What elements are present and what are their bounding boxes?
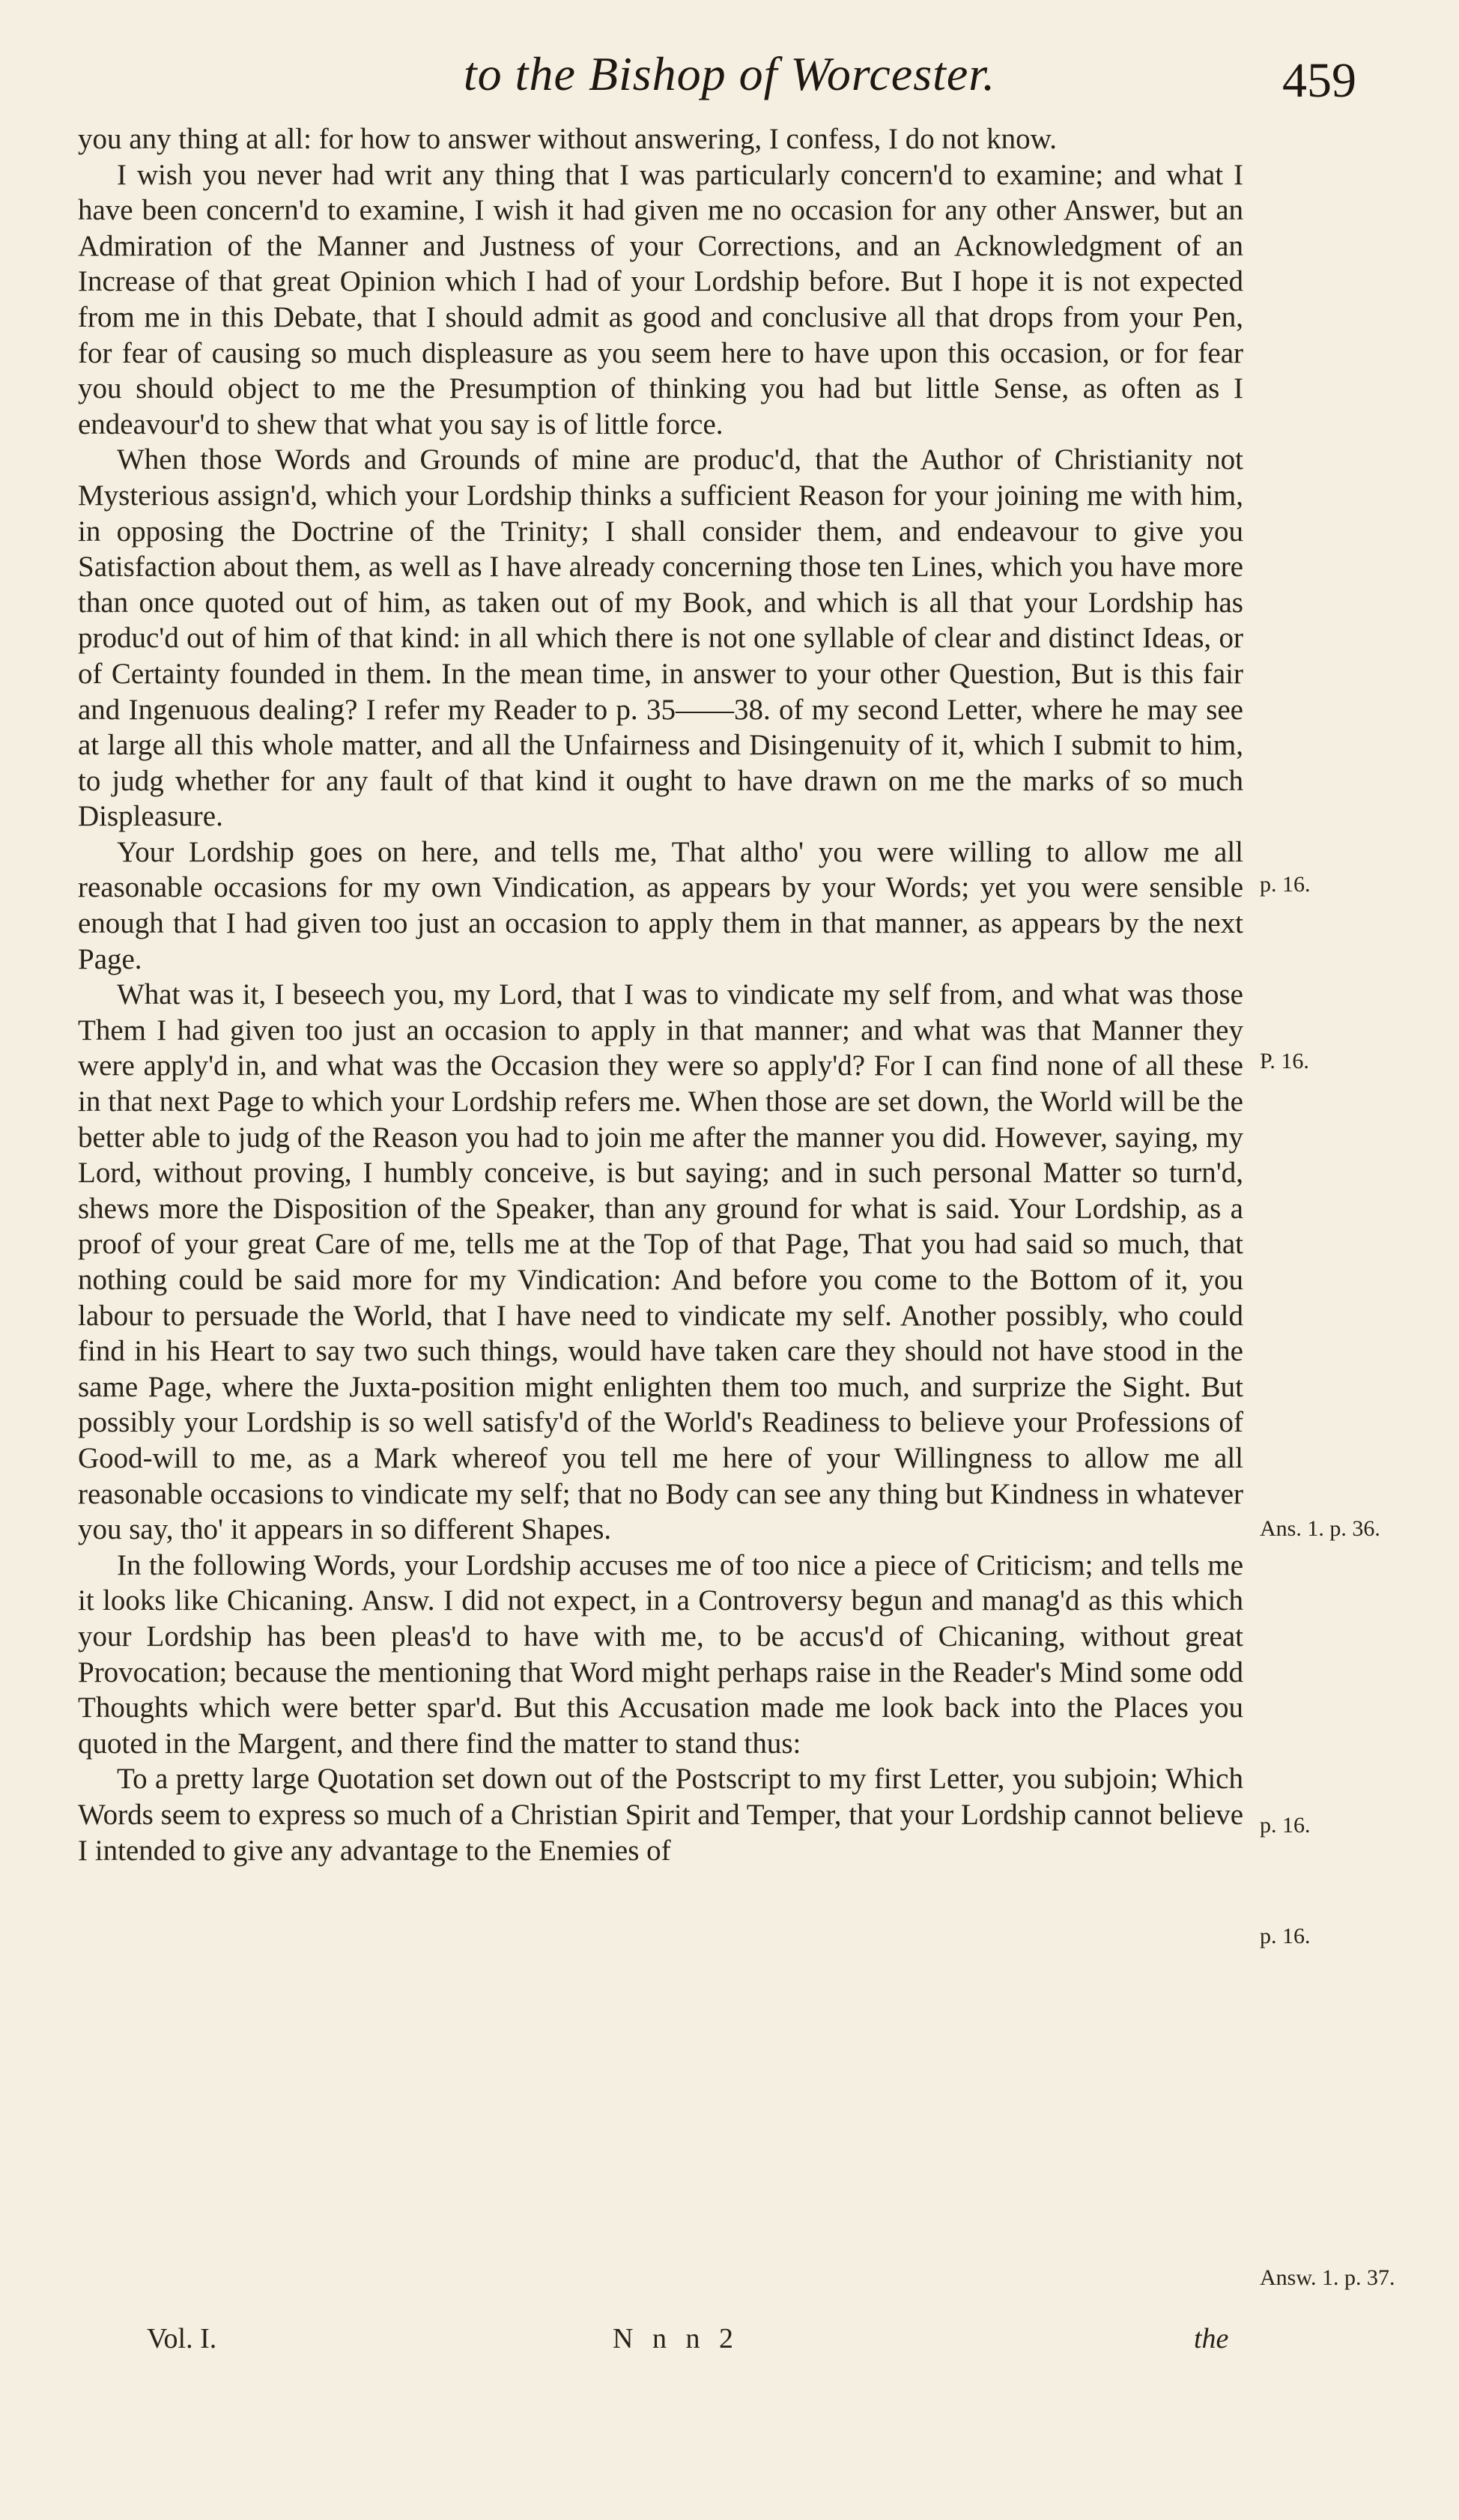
margin-note: Ans. 1. p. 36. [1260,1516,1380,1541]
margin-note: p. 16. [1260,1813,1311,1838]
page-number: 459 [1282,53,1356,108]
paragraph: When those Words and Grounds of mine are produc'd, that the Author of Christianity not Mysterious assign'd, which your Lordship thinks a sufficient Reason for your joining me with him, in opposing the Doctrine of the Trinity; I shall consider them, and endeavour to give you Satisfaction about them, as well as I have already concerning those ten Lines, which you have more than once quoted out of him, as taken out of my Book, and which is all that your Lordship has produc'd out of him of that kind: in all which there is not one syllable of clear and distinct Ideas, or of Certainty founded in them. In the mean time, in answer to your other Question, But is this fair and Ingenuous dealing? I refer my Reader to p. 35——38. of my second Letter, where he may see at large all this whole matter, and all the Unfairness and Disingenuity of it, which I submit to him, to judg whether for any fault of that kind it ought to have drawn on me the marks of so much Displeasure. [78,443,1243,833]
page-footer [0,2322,1459,2367]
volume-label: Vol. I. [147,2323,217,2354]
signature-mark: N n n 2 [613,2323,739,2354]
margin-note: Answ. 1. p. 37. [1260,2265,1395,2290]
margin-note: p. 16. [1260,1924,1311,1948]
paragraph: What was it, I beseech you, my Lord, that I was to vindicate my self from, and what was those Them I had given too just an occasion to apply in that manner; and what was that Manner they were apply'd in, and what was the Occasion they were so apply'd? For I can find none of all these in that next Page to which your Lordship refers me. When those are set down, the World will be the better able to judg of the Reason you had to join me after the manner you did. However, saying, my Lord, without proving, I humbly conceive, is but saying; and in such personal Matter so turn'd, shews more the Disposition of the Speaker, than any ground for what is said. Your Lordship, as a proof of your great Care of me, tells me at the Top of that Page, That you had said so much, that nothing could be said more for my Vindication: And before you come to the Bottom of it, you labour to persuade the World, that I have need to vindicate my self. Another possibly, who could find in his Heart to say two such things, would have taken care they should not have stood in the same Page, where the Juxta-position might enlighten them too much, and surprize the Sight. But possibly your Lordship is so well satisfy'd of the World's Readiness to believe your Professions of Good-will to me, as a Mark whereof you tell me here of your Willingness to allow me all reasonable occasions to vindicate my self; that no Body can see any thing but Kindness in whatever you say, tho' it appears in so different Shapes. [78,978,1243,1546]
paragraph: I wish you never had writ any thing that I was particularly concern'd to examine; and what I have been concern'd to examine, I wish it had given me no occasion for any other Answer, but an Admiration of the Manner and Justness of your Corrections, and an Acknowledgment of an Increase of that great Opinion which I had of your Lordship before. But I hope it is not expected from me in this Debate, that I should admit as good and conclusive all that drops from your Pen, for fear of causing so much displeasure as you seem here to have upon this occasion, or for fear you should object to me the Presumption of thinking you had but little Sense, as often as I endeavour'd to shew that what you say is of little force. [78,158,1243,440]
paragraph: To a pretty large Quotation set down out of the Postscript to my first Letter, you subjoin; Which Words seem to express so much of a Christian Spirit and Temper, that your Lordship cannot believe I intended to give any advantage to the Enemies of [78,1763,1243,1867]
running-title: to the Bishop of Worcester. [463,47,996,100]
margin-note: P. 16. [1260,1049,1309,1073]
margin-note: p. 16. [1260,872,1311,897]
catchword: the [1194,2323,1229,2354]
paragraph: Your Lordship goes on here, and tells me, That altho' you were willing to allow me all reasonable occasions for my own Vindication, as appears by your Words; yet you were sensible enough that I had given too just an occasion to apply them in that manner, as appears by the next Page. [78,835,1243,975]
body-text [78,121,1243,1868]
paragraph: you any thing at all: for how to answer without answering, I confess, I do not know. [78,123,1057,155]
paragraph: In the following Words, your Lordship accuses me of too nice a piece of Criticism; and tells me it looks like Chicaning. Answ. I did not expect, in a Controversy begun and manag'd as this which your Lordship has been pleas'd to have with me, to be accus'd of Chicaning, without great Provocation; because the mentioning that Word might perhaps raise in the Reader's Mind some odd Thoughts which were better spar'd. But this Accusation made me look back into the Places you quoted in the Margent, and there find the matter to stand thus: [78,1548,1243,1760]
